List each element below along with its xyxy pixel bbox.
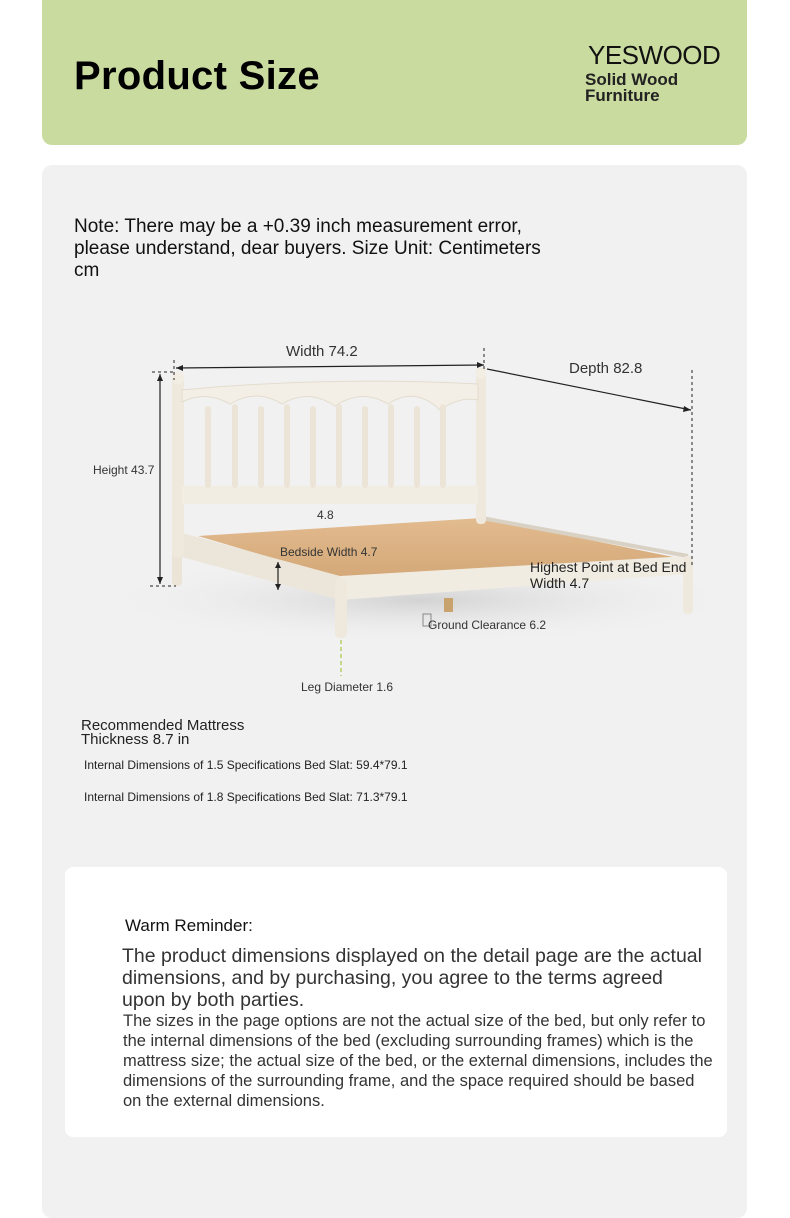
headboard-gap-label: 4.8 <box>317 508 334 522</box>
bedside-width-label: Bedside Width 4.7 <box>280 545 378 559</box>
ground-clearance-label: Ground Clearance 6.2 <box>428 618 547 632</box>
mattress-recommendation: Recommended Mattress Thickness 8.7 in <box>81 717 245 748</box>
measurement-note: Note: There may be a +0.39 inch measurement error, please understand, dear buyers. Size Unit: Centimeters cm <box>74 216 541 281</box>
leg-diameter-label: Leg Diameter 1.6 <box>301 680 394 694</box>
brand-tagline: Solid Wood Furniture <box>585 70 679 105</box>
brand-logo: YESWOOD <box>588 40 721 70</box>
reminder-detail-text: The sizes in the page options are not the actual size of the bed, but only refer to the internal dimensions of the bed (excluding surrounding frames) which is the mattress size; the actual size of the bed, or the external dimensions, includes the dimensions of the surrounding frame, and the space required should be based on the external dimensions. <box>123 1012 713 1110</box>
reminder-title: Warm Reminder: <box>125 916 253 935</box>
height-label: Height 43.7 <box>93 463 155 477</box>
reminder-main-text: The product dimensions displayed on the detail page are the actual dimensions, and by purchasing, you agree to the terms agreed upon by both parties. <box>122 945 702 1011</box>
spec-line-1-8: Internal Dimensions of 1.8 Specifications Bed Slat: 71.3*79.1 <box>84 790 408 804</box>
spec-line-1-5: Internal Dimensions of 1.5 Specifications Bed Slat: 59.4*79.1 <box>84 758 408 772</box>
width-label: Width 74.2 <box>286 343 358 360</box>
reminder-card <box>65 867 727 1137</box>
depth-label: Depth 82.8 <box>569 360 643 377</box>
page-title: Product Size <box>74 54 320 98</box>
end-width-label: Highest Point at Bed End Width 4.7 <box>530 559 687 591</box>
